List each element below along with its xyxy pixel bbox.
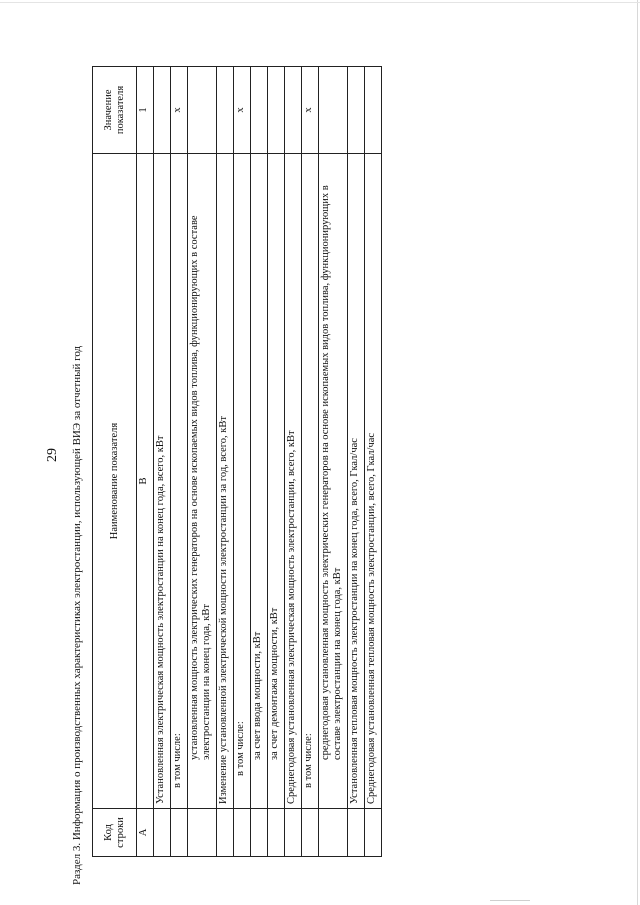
row-name: в том числе: [171, 154, 188, 809]
letter-name: В [137, 154, 154, 809]
row-value[interactable] [268, 67, 285, 154]
row-value[interactable] [217, 67, 234, 154]
row-name: Установленная тепловая мощность электростанции на конец года, всего, Гкал/час [348, 154, 365, 809]
row-name: за счет демонтажа мощности, кВт [268, 154, 285, 809]
row-value[interactable] [188, 67, 217, 154]
row-name: Среднегодовая установленная тепловая мощность электростанции, всего, Гкал/час [365, 154, 382, 809]
row-code[interactable] [188, 809, 217, 857]
row-code[interactable] [319, 809, 348, 857]
table-row [234, 67, 251, 857]
row-code[interactable] [234, 809, 251, 857]
row-code[interactable] [302, 809, 319, 857]
row-value[interactable] [285, 67, 302, 154]
section-title: Раздел 3. Информация о производственных характеристиках электростанции, использующей ВИЭ за отчетный год [71, 345, 83, 885]
row-code[interactable] [268, 809, 285, 857]
scan-mark [490, 900, 530, 901]
table-row [251, 67, 268, 857]
row-value: х [171, 67, 188, 154]
table-header-row [93, 67, 137, 857]
table-row [285, 67, 302, 857]
table-row [268, 67, 285, 857]
row-name: Изменение установленной электрической мощности электростанции за год, всего, кВт [217, 154, 234, 809]
page-number: 29 [45, 448, 60, 462]
table-row [348, 67, 365, 857]
row-name: в том числе: [234, 154, 251, 809]
table-letters-row [137, 67, 154, 857]
row-code[interactable] [217, 809, 234, 857]
row-code[interactable] [154, 809, 171, 857]
letter-value: 1 [137, 67, 154, 154]
rotated-page-content [70, 65, 380, 885]
header-code: Код строки [93, 809, 137, 857]
page-edge-top [0, 2, 640, 3]
row-value[interactable] [251, 67, 268, 154]
row-code[interactable] [365, 809, 382, 857]
row-code[interactable] [171, 809, 188, 857]
row-name: в том числе: [302, 154, 319, 809]
row-name: за счет ввода мощности, кВт [251, 154, 268, 809]
row-name: Среднегодовая установленная электрическая мощность электростанции, всего, кВт [285, 154, 302, 809]
table-row [154, 67, 171, 857]
row-value[interactable] [319, 67, 348, 154]
table-row [365, 67, 382, 857]
row-value: х [234, 67, 251, 154]
table-row [217, 67, 234, 857]
row-name: Установленная электрическая мощность электростанции на конец года, всего, кВт [154, 154, 171, 809]
row-value[interactable] [154, 67, 171, 154]
page-edge-right [637, 0, 638, 905]
row-name: установленная мощность электрических генераторов на основе ископаемых видов топлива, функционирующих в составе электростанции на конец года, кВт [188, 154, 217, 809]
table-row [171, 67, 188, 857]
row-code[interactable] [285, 809, 302, 857]
table-row [302, 67, 319, 857]
row-code[interactable] [348, 809, 365, 857]
header-value: Значение показателя [93, 67, 137, 154]
row-name: среднегодовая установленная мощность электрических генераторов на основе ископаемых видов топлива, функционирующих в составе электростанции на конец года, кВт [319, 154, 348, 809]
row-value[interactable] [365, 67, 382, 154]
row-value[interactable] [348, 67, 365, 154]
table-row [319, 67, 348, 857]
table-row [188, 67, 217, 857]
indicators-table [92, 66, 382, 857]
letter-code: А [137, 809, 154, 857]
row-code[interactable] [251, 809, 268, 857]
row-value: х [302, 67, 319, 154]
header-name: Наименование показателя [93, 154, 137, 809]
